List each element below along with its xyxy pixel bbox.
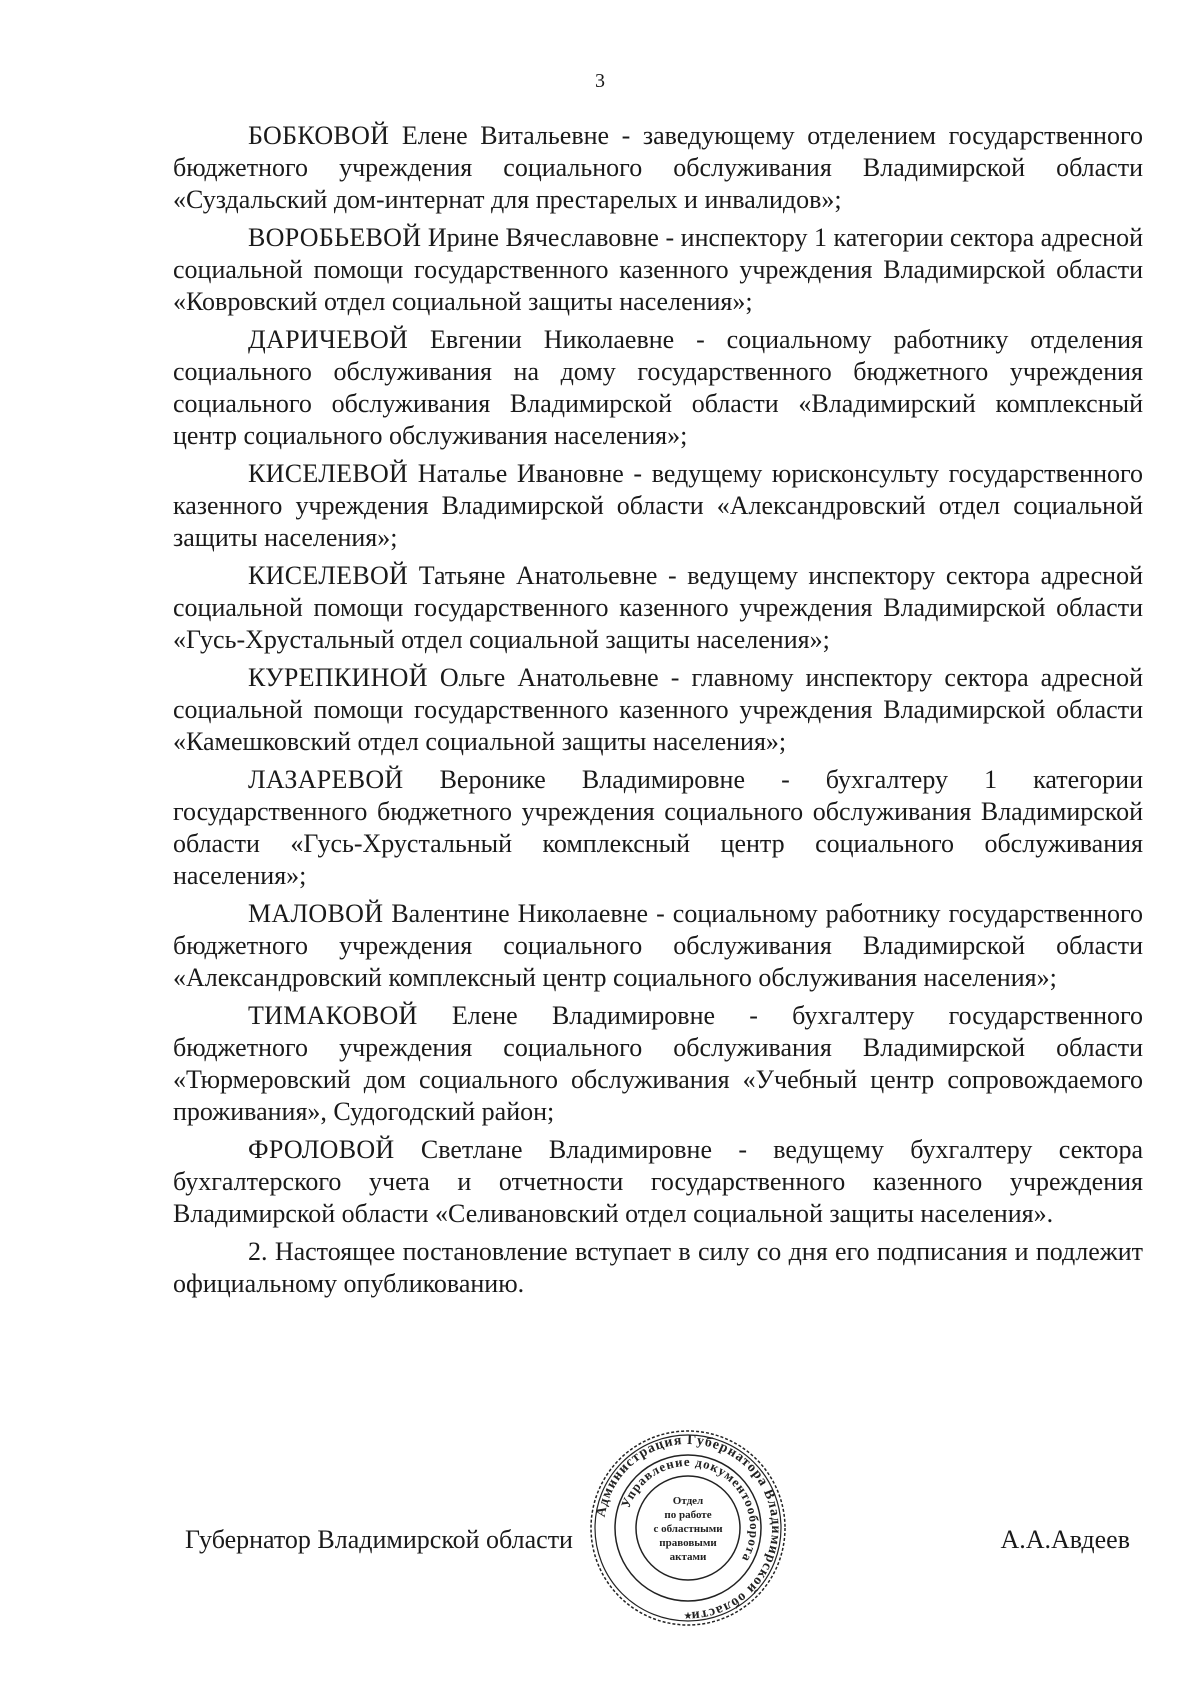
appointee-surname: ФРОЛОВОЙ: [248, 1135, 395, 1164]
seal-center-line: по работе: [664, 1509, 712, 1521]
appointee-paragraph: [173, 222, 1143, 318]
seal-center-line: с областными: [653, 1523, 723, 1535]
appointee-paragraph: [173, 120, 1143, 216]
appointee-surname: КИСЕЛЕВОЙ: [248, 561, 409, 590]
seal-center-line: Отдел: [672, 1495, 704, 1507]
appointee-details: Наталье Ивановне - ведущему юрисконсульту государственного казенного учреждения Владимирской области «Александровский отдел социальной защиты населения»;: [173, 459, 1143, 552]
appointee-surname: КУРЕПКИНОЙ: [248, 663, 428, 692]
appointee-paragraph: [173, 560, 1143, 656]
appointee-details: Евгении Николаевне - социальному работнику отделения социального обслуживания на дому государственного бюджетного учреждения социального обслуживания Владимирской области «Владимирский комплексный центр социального обслуживания населения»;: [173, 325, 1143, 450]
appointee-details: Валентине Николаевне - социальному работнику государственного бюджетного учреждения социального обслуживания Владимирской области «Александровский комплексный центр социального обслуживания населения»;: [173, 899, 1143, 992]
appointee-details: Светлане Владимировне - ведущему бухгалтеру сектора бухгалтерского учета и отчетности государственного казенного учреждения Владимирской области «Селивановский отдел социальной защиты населения».: [173, 1135, 1143, 1228]
seal-middle-text: Управление документооборота: [617, 1453, 763, 1566]
appointee-surname: ВОРОБЬЕВОЙ: [248, 223, 422, 252]
appointee-paragraph: [173, 662, 1143, 758]
appointee-paragraph: [173, 764, 1143, 892]
document-body: [173, 120, 1143, 1306]
appointee-details: Елене Владимировне - бухгалтеру государственного бюджетного учреждения социального обслуживания Владимирской области «Тюрмеровский дом социального обслуживания «Учебный центр сопровождаемого проживания», Судогодский район;: [173, 1001, 1143, 1126]
appointee-surname: ЛАЗАРЕВОЙ: [248, 765, 404, 794]
seal-center-line: правовыми: [659, 1537, 717, 1549]
clause-2: 2. Настоящее постановление вступает в силу со дня его подписания и подлежит официальному опубликованию.: [173, 1237, 1143, 1298]
appointee-paragraph: [173, 1134, 1143, 1230]
page-number: 3: [595, 70, 605, 92]
appointee-details: Ольге Анатольевне - главному инспектору сектора адресной социальной помощи государственного казенного учреждения Владимирской области «Камешковский отдел социальной защиты населения»;: [173, 663, 1143, 756]
appointee-details: Елене Витальевне - заведующему отделением государственного бюджетного учреждения социального обслуживания Владимирской области «Суздальский дом-интернат для престарелых и инвалидов»;: [173, 121, 1143, 214]
appointee-paragraph: [173, 898, 1143, 994]
appointee-paragraph: [173, 324, 1143, 452]
appointee-surname: МАЛОВОЙ: [248, 899, 384, 928]
appointee-details: Веронике Владимировне - бухгалтеру 1 категории государственного бюджетного учреждения социального обслуживания Владимирской области «Гусь-Хрустальный комплексный центр социального обслуживания населения»;: [173, 765, 1144, 890]
official-seal-stamp: [588, 1428, 788, 1628]
appointee-surname: БОБКОВОЙ: [248, 121, 390, 150]
appointee-details: Татьяне Анатольевне - ведущему инспектору сектора адресной социальной помощи государственного казенного учреждения Владимирской области «Гусь-Хрустальный отдел социальной защиты населения»;: [173, 561, 1143, 654]
signatory-name: А.А.Авдеев: [1000, 1525, 1130, 1554]
seal-outer-text: Администрация Губернатора Владимирской области: [593, 1432, 784, 1624]
appointee-surname: КИСЕЛЕВОЙ: [248, 459, 409, 488]
appointee-surname: ТИМАКОВОЙ: [248, 1001, 418, 1030]
appointee-paragraph: [173, 458, 1143, 554]
seal-star-icon: ★: [683, 1611, 693, 1622]
appointee-surname: ДАРИЧЕВОЙ: [248, 325, 409, 354]
seal-center-line: актами: [669, 1551, 707, 1563]
appointee-paragraph: [173, 1000, 1143, 1128]
signatory-position: Губернатор Владимирской области: [185, 1525, 573, 1554]
appointee-details: Ирине Вячеславовне - инспектору 1 категории сектора адресной социальной помощи государственного казенного учреждения Владимирской области «Ковровский отдел социальной защиты населения»;: [173, 223, 1143, 316]
